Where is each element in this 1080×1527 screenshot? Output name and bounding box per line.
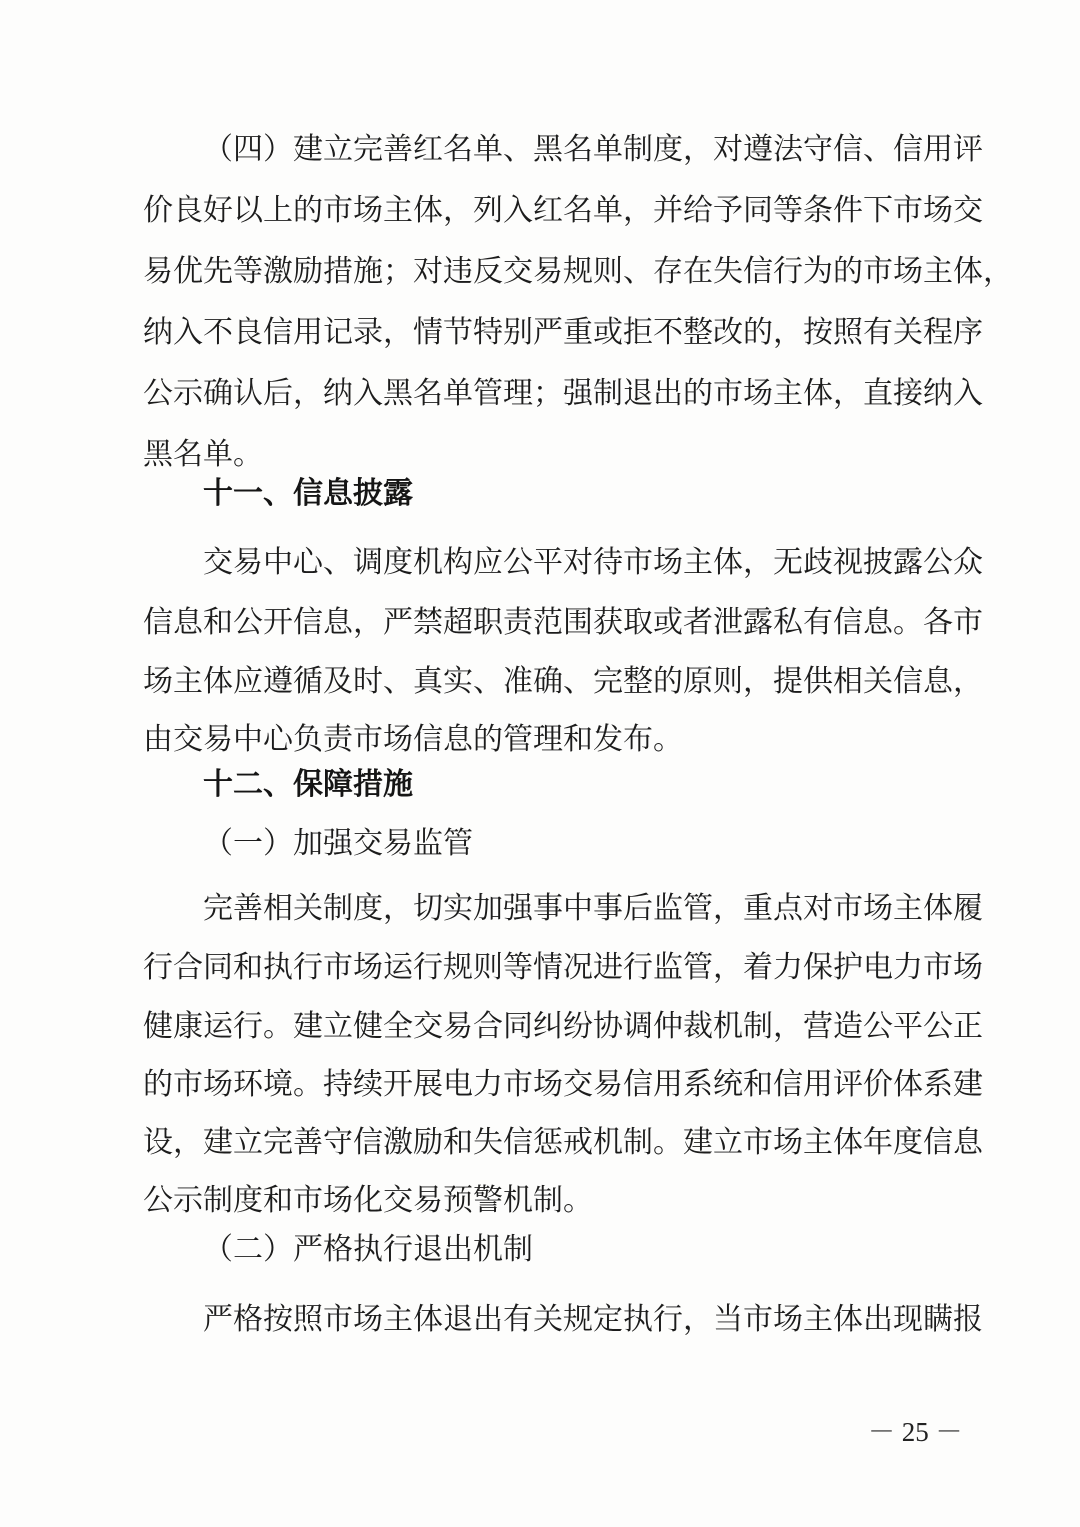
paragraph-line: 场主体应遵循及时、真实、准确、完整的原则，提供相关信息， [143, 664, 983, 699]
paragraph-line: 设，建立完善守信激励和失信惩戒机制。建立市场主体年度信息 [143, 1125, 983, 1160]
section-heading-safeguard-measures: 十二、保障措施 [203, 767, 413, 802]
subheading-exit-mechanism: （二）严格执行退出机制 [203, 1232, 533, 1267]
paragraph-line: 信息和公开信息，严禁超职责范围获取或者泄露私有信息。各市 [143, 605, 983, 640]
subheading-strengthen-supervision: （一）加强交易监管 [203, 826, 473, 861]
paragraph-line: 纳入不良信用记录，情节特别严重或拒不整改的，按照有关程序 [143, 315, 983, 350]
paragraph-line: 严格按照市场主体退出有关规定执行，当市场主体出现瞒报 [203, 1302, 983, 1337]
paragraph-line: 公示确认后，纳入黑名单管理；强制退出的市场主体，直接纳入 [143, 376, 983, 411]
page-number: － 25 － [868, 1417, 963, 1447]
paragraph-line: 易优先等激励措施；对违反交易规则、存在失信行为的市场主体， [143, 254, 1013, 289]
paragraph-line: 公示制度和市场化交易预警机制。 [143, 1183, 593, 1218]
paragraph-line: 交易中心、调度机构应公平对待市场主体，无歧视披露公众 [203, 545, 983, 580]
paragraph-line: 完善相关制度，切实加强事中事后监管，重点对市场主体履 [203, 891, 983, 926]
paragraph-line: 健康运行。建立健全交易合同纠纷协调仲裁机制，营造公平公正 [143, 1009, 983, 1044]
paragraph-line: （四）建立完善红名单、黑名单制度，对遵法守信、信用评 [203, 132, 983, 167]
paragraph-line: 行合同和执行市场运行规则等情况进行监管，着力保护电力市场 [143, 950, 983, 985]
paragraph-line: 由交易中心负责市场信息的管理和发布。 [143, 722, 683, 757]
paragraph-line: 黑名单。 [143, 437, 263, 472]
section-heading-information-disclosure: 十一、信息披露 [203, 476, 413, 511]
paragraph-line: 的市场环境。持续开展电力市场交易信用系统和信用评价体系建 [143, 1067, 983, 1102]
paragraph-line: 价良好以上的市场主体，列入红名单，并给予同等条件下市场交 [143, 193, 983, 228]
